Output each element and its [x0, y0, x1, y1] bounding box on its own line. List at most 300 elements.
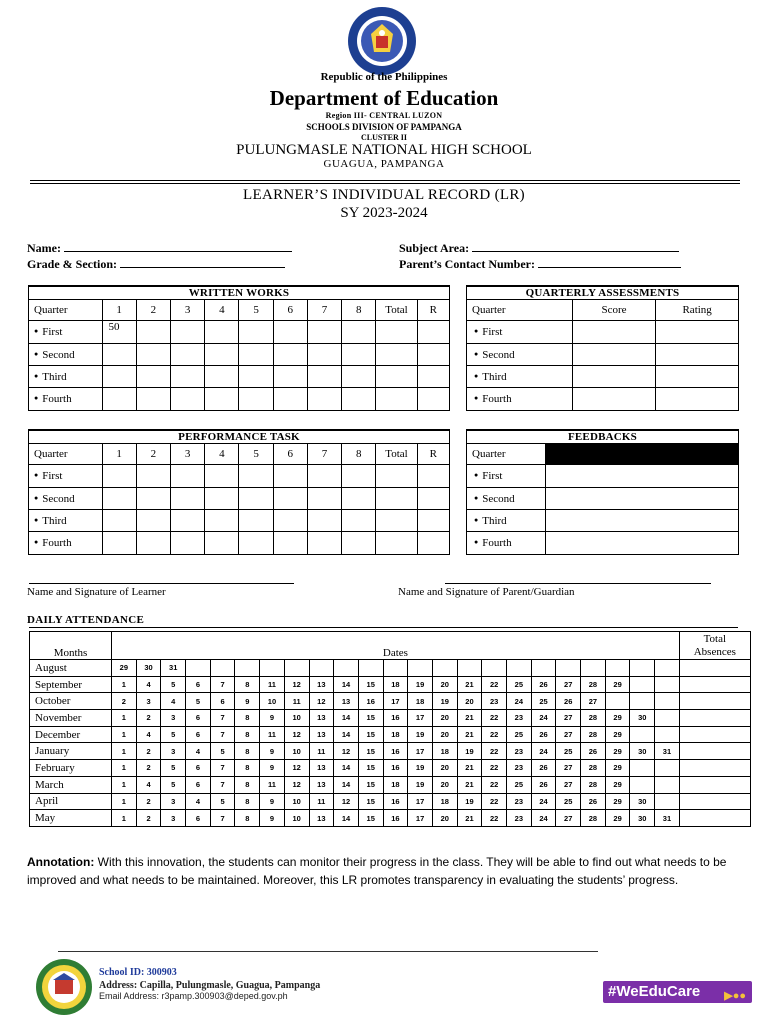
- attendance-date-cell[interactable]: 18: [432, 743, 457, 760]
- attendance-date-cell[interactable]: 26: [531, 776, 556, 793]
- attendance-date-cell[interactable]: [655, 776, 680, 793]
- attendance-date-cell[interactable]: 1: [112, 810, 137, 827]
- attendance-date-cell[interactable]: 20: [432, 760, 457, 777]
- attendance-date-cell[interactable]: 28: [581, 710, 606, 727]
- pt-score-cell[interactable]: [136, 510, 170, 532]
- attendance-date-cell[interactable]: 6: [210, 693, 235, 710]
- attendance-date-cell[interactable]: 22: [482, 793, 507, 810]
- attendance-date-cell[interactable]: 1: [112, 726, 137, 743]
- attendance-date-cell[interactable]: 17: [408, 743, 433, 760]
- attendance-date-cell[interactable]: 7: [210, 676, 235, 693]
- attendance-date-cell[interactable]: [432, 660, 457, 677]
- attendance-date-cell[interactable]: 29: [605, 793, 630, 810]
- attendance-date-cell[interactable]: 20: [432, 676, 457, 693]
- attendance-date-cell[interactable]: 20: [432, 710, 457, 727]
- attendance-date-cell[interactable]: 23: [507, 710, 532, 727]
- attendance-date-cell[interactable]: 5: [161, 760, 186, 777]
- ww-score-cell[interactable]: [136, 344, 170, 366]
- attendance-date-cell[interactable]: 20: [457, 693, 482, 710]
- pt-score-cell[interactable]: [102, 532, 136, 555]
- attendance-date-cell[interactable]: 4: [186, 743, 211, 760]
- attendance-total-cell[interactable]: [679, 693, 750, 710]
- attendance-date-cell[interactable]: 31: [655, 743, 680, 760]
- grade-section-field[interactable]: [27, 257, 285, 272]
- ww-total-cell[interactable]: [376, 366, 417, 388]
- attendance-date-cell[interactable]: 20: [432, 726, 457, 743]
- attendance-date-cell[interactable]: 20: [432, 810, 457, 827]
- attendance-date-cell[interactable]: 16: [358, 693, 383, 710]
- attendance-date-cell[interactable]: 29: [605, 810, 630, 827]
- attendance-date-cell[interactable]: 7: [210, 776, 235, 793]
- ww-r-cell[interactable]: [417, 388, 449, 411]
- attendance-date-cell[interactable]: 29: [605, 760, 630, 777]
- attendance-date-cell[interactable]: 7: [210, 710, 235, 727]
- attendance-date-cell[interactable]: 9: [260, 743, 285, 760]
- attendance-date-cell[interactable]: [630, 776, 655, 793]
- attendance-date-cell[interactable]: [655, 710, 680, 727]
- attendance-date-cell[interactable]: 23: [507, 810, 532, 827]
- ww-score-cell[interactable]: [342, 321, 376, 344]
- pt-r-cell[interactable]: [417, 532, 449, 555]
- ww-score-cell[interactable]: [273, 321, 307, 344]
- attendance-date-cell[interactable]: 13: [309, 760, 334, 777]
- ww-score-cell[interactable]: [342, 388, 376, 411]
- ww-r-cell[interactable]: [417, 321, 449, 344]
- attendance-date-cell[interactable]: 23: [507, 760, 532, 777]
- attendance-date-cell[interactable]: 30: [136, 660, 161, 677]
- pt-total-cell[interactable]: [376, 465, 417, 488]
- attendance-date-cell[interactable]: [260, 660, 285, 677]
- attendance-date-cell[interactable]: 27: [581, 693, 606, 710]
- attendance-date-cell[interactable]: [556, 660, 581, 677]
- attendance-date-cell[interactable]: 12: [284, 760, 309, 777]
- attendance-date-cell[interactable]: 2: [136, 760, 161, 777]
- attendance-date-cell[interactable]: 21: [457, 710, 482, 727]
- ww-score-cell[interactable]: [170, 321, 204, 344]
- attendance-date-cell[interactable]: 3: [136, 693, 161, 710]
- pt-score-cell[interactable]: [273, 488, 307, 510]
- ww-score-cell[interactable]: [102, 366, 136, 388]
- parent-signature-line[interactable]: [445, 583, 711, 584]
- qa-rating-cell[interactable]: [656, 321, 739, 344]
- attendance-date-cell[interactable]: 7: [210, 810, 235, 827]
- attendance-date-cell[interactable]: 3: [161, 710, 186, 727]
- ww-score-cell[interactable]: [307, 344, 341, 366]
- attendance-date-cell[interactable]: 11: [284, 693, 309, 710]
- attendance-date-cell[interactable]: 16: [383, 793, 408, 810]
- ww-score-cell[interactable]: [273, 388, 307, 411]
- qa-rating-cell[interactable]: [656, 388, 739, 411]
- qa-rating-cell[interactable]: [656, 366, 739, 388]
- pt-score-cell[interactable]: [170, 532, 204, 555]
- attendance-date-cell[interactable]: 18: [383, 676, 408, 693]
- ww-score-cell[interactable]: 50: [102, 321, 136, 344]
- attendance-date-cell[interactable]: 14: [334, 810, 359, 827]
- ww-score-cell[interactable]: [239, 366, 273, 388]
- attendance-date-cell[interactable]: 4: [136, 676, 161, 693]
- attendance-date-cell[interactable]: 30: [630, 743, 655, 760]
- attendance-date-cell[interactable]: [630, 660, 655, 677]
- ww-r-cell[interactable]: [417, 344, 449, 366]
- attendance-date-cell[interactable]: 2: [136, 710, 161, 727]
- attendance-date-cell[interactable]: 4: [136, 726, 161, 743]
- grade-section-line[interactable]: [120, 257, 285, 268]
- attendance-date-cell[interactable]: 6: [186, 710, 211, 727]
- attendance-date-cell[interactable]: 26: [556, 693, 581, 710]
- parent-contact-line[interactable]: [538, 257, 681, 268]
- attendance-date-cell[interactable]: [630, 693, 655, 710]
- attendance-date-cell[interactable]: 23: [507, 793, 532, 810]
- attendance-date-cell[interactable]: 26: [531, 676, 556, 693]
- ww-score-cell[interactable]: [136, 388, 170, 411]
- ww-score-cell[interactable]: [307, 321, 341, 344]
- pt-score-cell[interactable]: [205, 465, 239, 488]
- ww-total-cell[interactable]: [376, 344, 417, 366]
- attendance-date-cell[interactable]: 9: [260, 810, 285, 827]
- feedback-cell[interactable]: [545, 532, 738, 555]
- attendance-date-cell[interactable]: 25: [531, 693, 556, 710]
- attendance-total-cell[interactable]: [679, 776, 750, 793]
- attendance-date-cell[interactable]: [235, 660, 260, 677]
- attendance-date-cell[interactable]: 12: [284, 676, 309, 693]
- pt-score-cell[interactable]: [205, 532, 239, 555]
- attendance-date-cell[interactable]: 15: [358, 776, 383, 793]
- attendance-date-cell[interactable]: 10: [284, 793, 309, 810]
- attendance-date-cell[interactable]: 31: [655, 810, 680, 827]
- attendance-date-cell[interactable]: 2: [136, 793, 161, 810]
- attendance-date-cell[interactable]: 8: [235, 760, 260, 777]
- pt-score-cell[interactable]: [307, 532, 341, 555]
- attendance-date-cell[interactable]: 28: [581, 776, 606, 793]
- attendance-date-cell[interactable]: 12: [284, 726, 309, 743]
- attendance-date-cell[interactable]: 22: [482, 676, 507, 693]
- attendance-date-cell[interactable]: [210, 660, 235, 677]
- attendance-date-cell[interactable]: 27: [556, 676, 581, 693]
- ww-score-cell[interactable]: [273, 366, 307, 388]
- attendance-date-cell[interactable]: 13: [309, 810, 334, 827]
- attendance-date-cell[interactable]: 6: [186, 676, 211, 693]
- attendance-date-cell[interactable]: 3: [161, 743, 186, 760]
- attendance-date-cell[interactable]: 27: [556, 726, 581, 743]
- attendance-date-cell[interactable]: 19: [457, 793, 482, 810]
- ww-score-cell[interactable]: [170, 388, 204, 411]
- pt-score-cell[interactable]: [273, 532, 307, 555]
- attendance-date-cell[interactable]: 1: [112, 743, 137, 760]
- attendance-date-cell[interactable]: [358, 660, 383, 677]
- attendance-date-cell[interactable]: 25: [507, 726, 532, 743]
- attendance-date-cell[interactable]: 11: [260, 776, 285, 793]
- attendance-date-cell[interactable]: 15: [358, 793, 383, 810]
- ww-r-cell[interactable]: [417, 366, 449, 388]
- attendance-date-cell[interactable]: 18: [383, 776, 408, 793]
- attendance-date-cell[interactable]: 17: [383, 693, 408, 710]
- attendance-date-cell[interactable]: 26: [531, 726, 556, 743]
- attendance-date-cell[interactable]: 21: [457, 760, 482, 777]
- attendance-date-cell[interactable]: 11: [260, 676, 285, 693]
- pt-score-cell[interactable]: [205, 488, 239, 510]
- attendance-date-cell[interactable]: 8: [235, 743, 260, 760]
- attendance-date-cell[interactable]: 16: [383, 810, 408, 827]
- attendance-total-cell[interactable]: [679, 793, 750, 810]
- attendance-date-cell[interactable]: 29: [605, 726, 630, 743]
- pt-r-cell[interactable]: [417, 488, 449, 510]
- attendance-date-cell[interactable]: 19: [457, 743, 482, 760]
- pt-score-cell[interactable]: [239, 488, 273, 510]
- attendance-date-cell[interactable]: 9: [260, 793, 285, 810]
- attendance-date-cell[interactable]: 28: [581, 726, 606, 743]
- attendance-date-cell[interactable]: 26: [581, 793, 606, 810]
- attendance-date-cell[interactable]: 2: [136, 810, 161, 827]
- attendance-date-cell[interactable]: 27: [556, 760, 581, 777]
- attendance-date-cell[interactable]: 5: [161, 776, 186, 793]
- attendance-date-cell[interactable]: 24: [531, 710, 556, 727]
- attendance-date-cell[interactable]: 22: [482, 776, 507, 793]
- attendance-date-cell[interactable]: 25: [507, 676, 532, 693]
- attendance-date-cell[interactable]: 3: [161, 793, 186, 810]
- attendance-date-cell[interactable]: 31: [161, 660, 186, 677]
- pt-score-cell[interactable]: [102, 488, 136, 510]
- attendance-date-cell[interactable]: 6: [186, 760, 211, 777]
- pt-total-cell[interactable]: [376, 532, 417, 555]
- attendance-date-cell[interactable]: 22: [482, 810, 507, 827]
- attendance-total-cell[interactable]: [679, 710, 750, 727]
- pt-score-cell[interactable]: [102, 510, 136, 532]
- attendance-date-cell[interactable]: 22: [482, 726, 507, 743]
- attendance-date-cell[interactable]: 10: [284, 810, 309, 827]
- pt-score-cell[interactable]: [342, 510, 376, 532]
- pt-score-cell[interactable]: [239, 532, 273, 555]
- pt-score-cell[interactable]: [102, 465, 136, 488]
- ww-score-cell[interactable]: [205, 388, 239, 411]
- attendance-date-cell[interactable]: 1: [112, 676, 137, 693]
- attendance-date-cell[interactable]: 2: [112, 693, 137, 710]
- attendance-date-cell[interactable]: 4: [161, 693, 186, 710]
- attendance-date-cell[interactable]: [630, 726, 655, 743]
- attendance-date-cell[interactable]: [507, 660, 532, 677]
- attendance-date-cell[interactable]: [284, 660, 309, 677]
- attendance-date-cell[interactable]: 11: [309, 793, 334, 810]
- attendance-date-cell[interactable]: 1: [112, 793, 137, 810]
- attendance-date-cell[interactable]: 28: [581, 810, 606, 827]
- attendance-date-cell[interactable]: 18: [432, 793, 457, 810]
- attendance-date-cell[interactable]: 30: [630, 710, 655, 727]
- attendance-date-cell[interactable]: 29: [605, 776, 630, 793]
- attendance-date-cell[interactable]: 9: [235, 693, 260, 710]
- attendance-date-cell[interactable]: [630, 760, 655, 777]
- attendance-date-cell[interactable]: [334, 660, 359, 677]
- pt-score-cell[interactable]: [342, 465, 376, 488]
- pt-score-cell[interactable]: [136, 488, 170, 510]
- attendance-date-cell[interactable]: 20: [432, 776, 457, 793]
- pt-score-cell[interactable]: [239, 465, 273, 488]
- attendance-total-cell[interactable]: [679, 676, 750, 693]
- attendance-date-cell[interactable]: 7: [210, 760, 235, 777]
- ww-score-cell[interactable]: [205, 366, 239, 388]
- pt-score-cell[interactable]: [342, 488, 376, 510]
- attendance-total-cell[interactable]: [679, 810, 750, 827]
- pt-score-cell[interactable]: [170, 510, 204, 532]
- attendance-date-cell[interactable]: 21: [457, 676, 482, 693]
- ww-score-cell[interactable]: [239, 388, 273, 411]
- ww-score-cell[interactable]: [205, 344, 239, 366]
- pt-score-cell[interactable]: [273, 465, 307, 488]
- attendance-date-cell[interactable]: 9: [260, 710, 285, 727]
- attendance-date-cell[interactable]: 14: [334, 760, 359, 777]
- attendance-date-cell[interactable]: 19: [408, 776, 433, 793]
- attendance-date-cell[interactable]: 14: [334, 676, 359, 693]
- attendance-date-cell[interactable]: [630, 676, 655, 693]
- qa-score-cell[interactable]: [572, 321, 656, 344]
- pt-score-cell[interactable]: [273, 510, 307, 532]
- feedback-cell[interactable]: [545, 465, 738, 488]
- attendance-date-cell[interactable]: 15: [358, 726, 383, 743]
- attendance-date-cell[interactable]: 19: [432, 693, 457, 710]
- ww-score-cell[interactable]: [342, 366, 376, 388]
- attendance-date-cell[interactable]: 10: [260, 693, 285, 710]
- attendance-date-cell[interactable]: 28: [581, 676, 606, 693]
- attendance-date-cell[interactable]: 8: [235, 776, 260, 793]
- feedback-cell[interactable]: [545, 510, 738, 532]
- ww-score-cell[interactable]: [170, 366, 204, 388]
- attendance-date-cell[interactable]: [482, 660, 507, 677]
- qa-score-cell[interactable]: [572, 366, 656, 388]
- attendance-date-cell[interactable]: 22: [482, 743, 507, 760]
- attendance-date-cell[interactable]: 13: [309, 676, 334, 693]
- attendance-date-cell[interactable]: [605, 660, 630, 677]
- attendance-date-cell[interactable]: 22: [482, 760, 507, 777]
- attendance-date-cell[interactable]: 1: [112, 710, 137, 727]
- attendance-date-cell[interactable]: 13: [309, 776, 334, 793]
- ww-score-cell[interactable]: [239, 321, 273, 344]
- attendance-date-cell[interactable]: 5: [210, 743, 235, 760]
- attendance-date-cell[interactable]: 25: [507, 776, 532, 793]
- attendance-date-cell[interactable]: 1: [112, 776, 137, 793]
- attendance-date-cell[interactable]: 14: [334, 726, 359, 743]
- attendance-date-cell[interactable]: 14: [334, 710, 359, 727]
- attendance-date-cell[interactable]: 5: [210, 793, 235, 810]
- attendance-date-cell[interactable]: 26: [531, 760, 556, 777]
- pt-score-cell[interactable]: [205, 510, 239, 532]
- attendance-date-cell[interactable]: 1: [112, 760, 137, 777]
- attendance-date-cell[interactable]: 15: [358, 743, 383, 760]
- attendance-date-cell[interactable]: 9: [260, 760, 285, 777]
- attendance-date-cell[interactable]: 12: [284, 776, 309, 793]
- attendance-date-cell[interactable]: 27: [556, 776, 581, 793]
- attendance-date-cell[interactable]: 6: [186, 776, 211, 793]
- attendance-date-cell[interactable]: 21: [457, 776, 482, 793]
- attendance-date-cell[interactable]: 23: [507, 743, 532, 760]
- ww-score-cell[interactable]: [170, 344, 204, 366]
- attendance-date-cell[interactable]: 14: [334, 776, 359, 793]
- attendance-date-cell[interactable]: [605, 693, 630, 710]
- attendance-date-cell[interactable]: 29: [605, 710, 630, 727]
- attendance-date-cell[interactable]: 11: [309, 743, 334, 760]
- qa-rating-cell[interactable]: [656, 344, 739, 366]
- attendance-date-cell[interactable]: 17: [408, 810, 433, 827]
- attendance-date-cell[interactable]: 26: [581, 743, 606, 760]
- attendance-date-cell[interactable]: 30: [630, 793, 655, 810]
- attendance-date-cell[interactable]: 10: [284, 743, 309, 760]
- attendance-date-cell[interactable]: 29: [605, 743, 630, 760]
- attendance-date-cell[interactable]: 2: [136, 743, 161, 760]
- attendance-date-cell[interactable]: 16: [383, 710, 408, 727]
- learner-signature-line[interactable]: [29, 583, 294, 584]
- attendance-total-cell[interactable]: [679, 743, 750, 760]
- attendance-date-cell[interactable]: 16: [383, 760, 408, 777]
- attendance-date-cell[interactable]: 15: [358, 676, 383, 693]
- attendance-date-cell[interactable]: 8: [235, 726, 260, 743]
- attendance-date-cell[interactable]: 17: [408, 793, 433, 810]
- attendance-date-cell[interactable]: 4: [186, 793, 211, 810]
- subject-area-field[interactable]: [399, 241, 679, 256]
- parent-contact-field[interactable]: [399, 257, 681, 272]
- attendance-total-cell[interactable]: [679, 660, 750, 677]
- attendance-date-cell[interactable]: 3: [161, 810, 186, 827]
- ww-score-cell[interactable]: [102, 344, 136, 366]
- attendance-date-cell[interactable]: 8: [235, 793, 260, 810]
- qa-score-cell[interactable]: [572, 388, 656, 411]
- pt-score-cell[interactable]: [170, 488, 204, 510]
- attendance-date-cell[interactable]: 15: [358, 710, 383, 727]
- pt-r-cell[interactable]: [417, 510, 449, 532]
- attendance-date-cell[interactable]: 25: [556, 793, 581, 810]
- attendance-date-cell[interactable]: 6: [186, 726, 211, 743]
- attendance-date-cell[interactable]: 5: [161, 726, 186, 743]
- ww-score-cell[interactable]: [102, 388, 136, 411]
- ww-score-cell[interactable]: [136, 366, 170, 388]
- attendance-date-cell[interactable]: 29: [112, 660, 137, 677]
- attendance-date-cell[interactable]: 27: [556, 810, 581, 827]
- attendance-date-cell[interactable]: 24: [507, 693, 532, 710]
- pt-score-cell[interactable]: [307, 488, 341, 510]
- attendance-date-cell[interactable]: 25: [556, 743, 581, 760]
- attendance-date-cell[interactable]: 21: [457, 810, 482, 827]
- pt-score-cell[interactable]: [239, 510, 273, 532]
- attendance-date-cell[interactable]: [383, 660, 408, 677]
- pt-score-cell[interactable]: [307, 510, 341, 532]
- attendance-date-cell[interactable]: 19: [408, 726, 433, 743]
- attendance-date-cell[interactable]: 16: [383, 743, 408, 760]
- attendance-date-cell[interactable]: 12: [309, 693, 334, 710]
- attendance-date-cell[interactable]: 8: [235, 810, 260, 827]
- attendance-date-cell[interactable]: 19: [408, 676, 433, 693]
- attendance-date-cell[interactable]: 12: [334, 743, 359, 760]
- attendance-date-cell[interactable]: [581, 660, 606, 677]
- attendance-date-cell[interactable]: [655, 676, 680, 693]
- attendance-date-cell[interactable]: 4: [136, 776, 161, 793]
- attendance-date-cell[interactable]: 24: [531, 793, 556, 810]
- pt-score-cell[interactable]: [136, 532, 170, 555]
- name-field[interactable]: [27, 241, 292, 256]
- attendance-date-cell[interactable]: 6: [186, 810, 211, 827]
- attendance-date-cell[interactable]: 19: [408, 760, 433, 777]
- attendance-date-cell[interactable]: 13: [309, 726, 334, 743]
- ww-score-cell[interactable]: [239, 344, 273, 366]
- attendance-date-cell[interactable]: 23: [482, 693, 507, 710]
- pt-total-cell[interactable]: [376, 510, 417, 532]
- attendance-date-cell[interactable]: [408, 660, 433, 677]
- ww-total-cell[interactable]: [376, 388, 417, 411]
- attendance-date-cell[interactable]: 18: [383, 726, 408, 743]
- attendance-date-cell[interactable]: 29: [605, 676, 630, 693]
- pt-score-cell[interactable]: [170, 465, 204, 488]
- attendance-date-cell[interactable]: 7: [210, 726, 235, 743]
- ww-score-cell[interactable]: [205, 321, 239, 344]
- attendance-date-cell[interactable]: 8: [235, 710, 260, 727]
- attendance-date-cell[interactable]: [655, 760, 680, 777]
- qa-score-cell[interactable]: [572, 344, 656, 366]
- attendance-date-cell[interactable]: 12: [334, 793, 359, 810]
